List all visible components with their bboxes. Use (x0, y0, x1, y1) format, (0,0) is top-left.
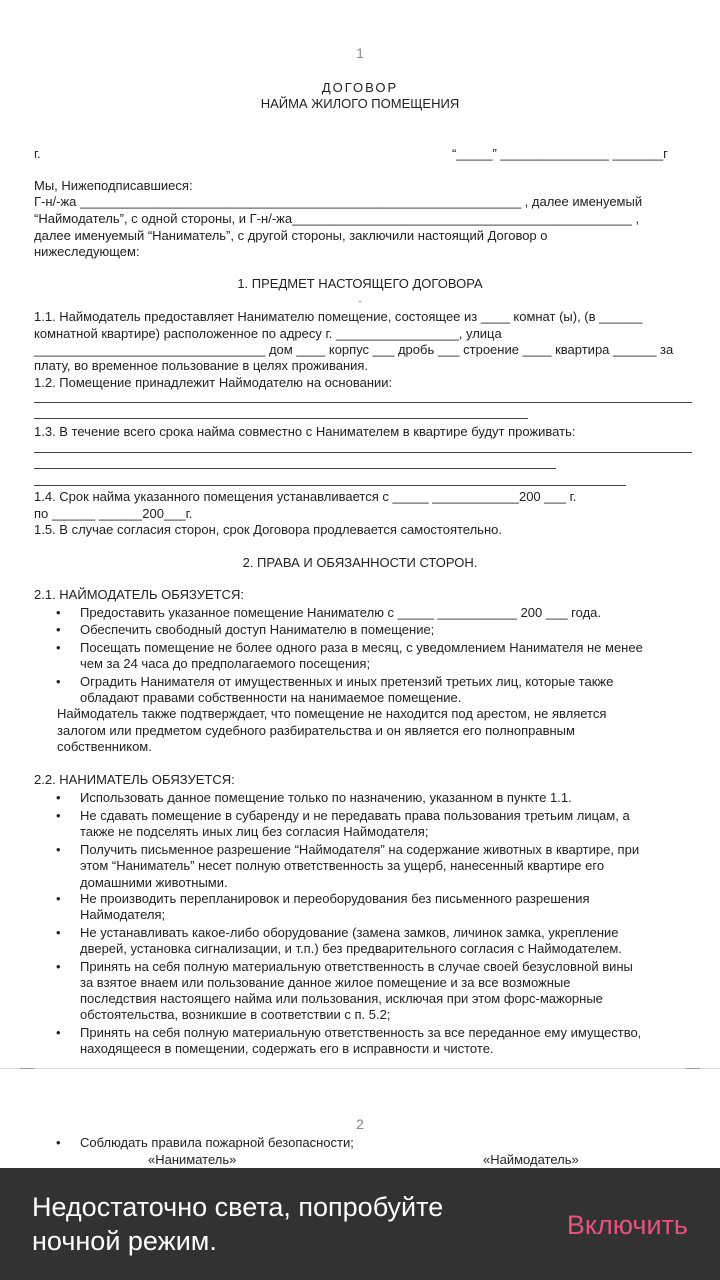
list-item: обстоятельства, возникшие в соответствии с п. 5.2; (80, 1007, 391, 1022)
clause-1-1: комнатной квартире) расположенное по адресу г. _________________, улица (34, 326, 502, 341)
list-item: Посещать помещение не более одного раза в месяц, с уведомлением Нанимателя не менее (80, 640, 643, 655)
clause-2-2-title: 2.2. НАНИМАТЕЛЬ ОБЯЗУЕТСЯ: (34, 772, 235, 787)
bullet-icon: • (56, 1135, 61, 1150)
document-title: ДОГОВОР (321, 80, 399, 95)
blank-line (34, 452, 692, 453)
bullet-icon: • (56, 959, 61, 974)
bullet-icon: • (56, 891, 61, 906)
list-item: за взятое внаем или пользование данное жилое помещение и за все возможные (80, 975, 571, 990)
blank-line (34, 402, 692, 403)
list-item: Использовать данное помещение только по назначению, указанном в пункте 1.1. (80, 790, 572, 805)
intro-line: “Наймодатель”, с одной стороны, и Г-н/-жа_______________________________________________ , (34, 211, 640, 226)
bullet-icon: • (56, 622, 61, 637)
clause-1-1: ________________________________ дом ____ корпус ___ дробь ___ строение ____ квартира ______ за (34, 342, 674, 357)
clause-1-5: 1.5. В случае согласия сторон, срок Договора продлевается самостоятельно. (34, 522, 502, 537)
bullet-icon: • (56, 674, 61, 689)
document-page-2 (0, 1069, 720, 1168)
city-line: г. (34, 146, 41, 161)
bullet-icon: • (56, 790, 61, 805)
list-item: Не производить перепланировок и переоборудования без письменного разрешения (80, 891, 590, 906)
intro-line: Мы, Нижеподписавшиеся: (34, 178, 193, 193)
list-item: дверей, установка сигнализации, и т.п.) без предварительного согласия с Наймодателем. (80, 941, 622, 956)
signature-landlord: «Наймодатель» (483, 1152, 579, 1167)
bullet-icon: • (56, 605, 61, 620)
list-item: последствия настоящего найма или пользования, исключая при этом форс-мажорные (80, 991, 603, 1006)
list-item: Не устанавливать какое-либо оборудование (замена замков, личинок замка, укрепление (80, 925, 619, 940)
intro-line: далее именуемый “Наниматель”, с другой стороны, заключили настоящий Договор о (34, 228, 548, 243)
bullet-icon: • (56, 842, 61, 857)
list-item: Соблюдать правила пожарной безопасности; (80, 1135, 354, 1150)
bullet-icon: • (56, 925, 61, 940)
list-item: Оградить Нанимателя от имущественных и иных претензий третьих лиц, которые также (80, 674, 614, 689)
bullet-icon: • (56, 1025, 61, 1040)
landlord-note: Наймодатель также подтверждает, что помещение не находится под арестом, не является (57, 706, 607, 721)
list-item: Предоставить указанное помещение Нанимателю с _____ ___________ 200 ___ года. (80, 605, 601, 620)
snackbar-message: Недостаточно света, попробуйте ночной режим. (32, 1192, 444, 1256)
clause-1-1: 1.1. Наймодатель предоставляет Нанимателю помещение, состоящее из ____ комнат (ы), (в ______ (34, 309, 643, 324)
list-item: домашними животными. (80, 875, 228, 890)
section-1-title: 1. ПРЕДМЕТ НАСТОЯЩЕГО ДОГОВОРА (237, 276, 483, 291)
page-number: 2 (356, 1116, 364, 1132)
clause-1-1: плату, во временное пользование в целях проживания. (34, 358, 369, 373)
bullet-icon: • (56, 808, 61, 823)
clause-2-1-title: 2.1. НАЙМОДАТЕЛЬ ОБЯЗУЕТСЯ: (34, 587, 244, 602)
list-item: этом “Наниматель” несет полную ответственность за ущерб, нанесенный квартире его (80, 858, 605, 873)
list-item: обладают правами собственности на нанимаемое помещение. (80, 690, 462, 705)
clause-1-3: 1.3. В течение всего срока найма совместно с Нанимателем в квартире будут проживать: (34, 424, 576, 439)
list-item: Наймодателя; (80, 907, 166, 922)
list-item: Обеспечить свободный доступ Нанимателю в помещение; (80, 622, 435, 637)
bullet-icon: • (56, 640, 61, 655)
list-item: также не подселять иных лиц без согласия Наймодателя; (80, 824, 429, 839)
page-number: 1 (356, 45, 364, 61)
clause-1-4: по ______ ______200___г. (34, 506, 193, 521)
night-mode-snackbar (0, 1168, 720, 1280)
signature-tenant: «Наниматель» (148, 1152, 237, 1167)
list-item: находящееся в помещении, содержать его в исправности и чистоте. (80, 1041, 494, 1056)
date-line: “_____” _______________ _______г (452, 146, 668, 161)
list-item: Получить письменное разрешение “Наймодателя” на содержание животных в квартире, при (80, 842, 640, 857)
clause-1-2: 1.2. Помещение принадлежит Наймодателю на основании: (34, 375, 393, 390)
landlord-note: залогом или предметом судебного разбирательства и он является его полноправным (57, 723, 575, 738)
list-item: чем за 24 часа до предполагаемого посещения; (80, 656, 371, 671)
blank-line (34, 418, 528, 419)
blank-line (34, 468, 556, 469)
list-item: Принять на себя полную материальную ответственность в случае своей безусловной вины (80, 959, 633, 974)
intro-line: Г-н/-жа _____________________________________________________________ , далее именуемый (34, 194, 643, 209)
dot-mark: . (358, 294, 362, 305)
document-subtitle: НАЙМА ЖИЛОГО ПОМЕЩЕНИЯ (260, 96, 460, 111)
section-2-title: 2. ПРАВА И ОБЯЗАННОСТИ СТОРОН. (242, 555, 478, 570)
list-item: Не сдавать помещение в субаренду и не передавать права пользования третьим лицам, а (80, 808, 630, 823)
enable-night-mode-button[interactable]: Включить (566, 1210, 688, 1240)
list-item: Принять на себя полную материальную ответственность за все переданное ему имущество, (80, 1025, 642, 1040)
clause-1-4: 1.4. Срок найма указанного помещения устанавливается с _____ ____________200 ___ г. (34, 489, 577, 504)
intro-line: нижеследующем: (34, 244, 140, 259)
landlord-note: собственником. (57, 739, 152, 754)
blank-line (34, 485, 626, 486)
